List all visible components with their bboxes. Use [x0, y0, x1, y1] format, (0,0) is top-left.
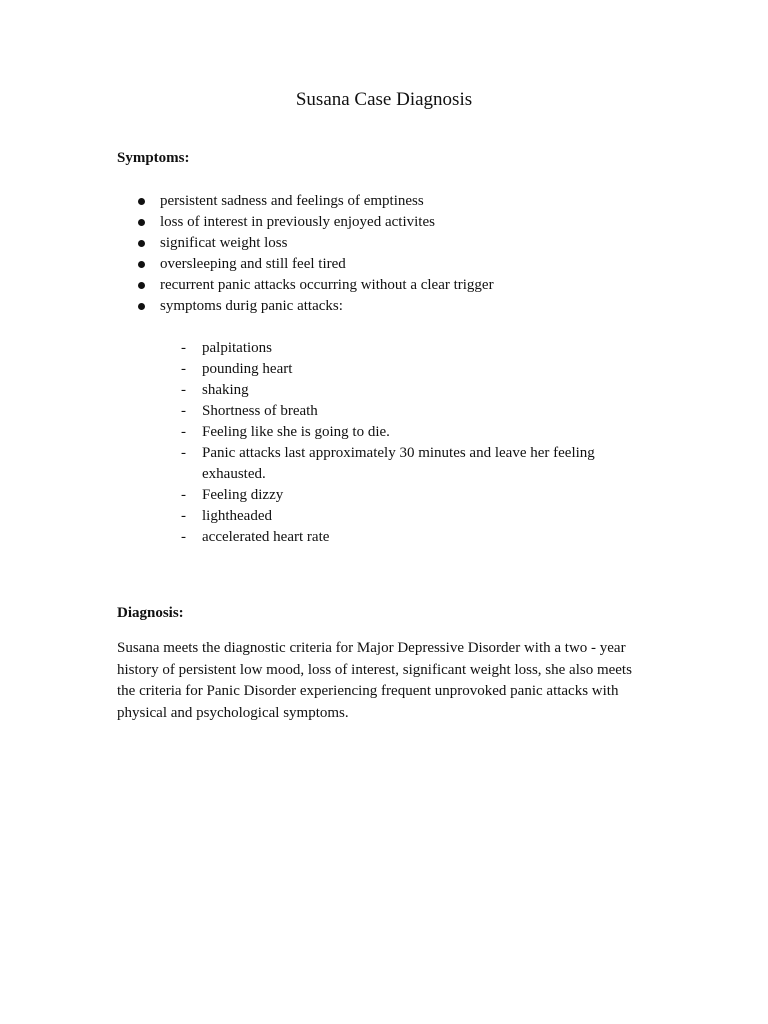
symptom-item [117, 275, 657, 296]
panic-symptom-item [178, 443, 628, 485]
bullet-icon [138, 240, 145, 247]
symptom-item [117, 191, 657, 212]
panic-symptom-text: lightheaded [202, 508, 272, 524]
panic-symptom-text: pounding heart [202, 361, 293, 377]
symptom-text: symptoms durig panic attacks: [160, 298, 343, 314]
dash-icon: - [181, 403, 186, 419]
diagnosis-heading: Diagnosis: [117, 605, 184, 621]
panic-symptom-item [178, 401, 628, 422]
bullet-icon [138, 303, 145, 310]
dash-icon: - [181, 508, 186, 524]
dash-icon: - [181, 424, 186, 440]
dash-icon: - [181, 445, 186, 461]
dash-icon: - [181, 382, 186, 398]
symptom-text: recurrent panic attacks occurring without a clear trigger [160, 277, 494, 293]
bullet-icon [138, 261, 145, 268]
dash-icon: - [181, 487, 186, 503]
panic-symptom-item [178, 506, 628, 527]
panic-symptom-text: Feeling like she is going to die. [202, 424, 390, 440]
symptom-text: significat weight loss [160, 235, 288, 251]
bullet-icon [138, 219, 145, 226]
bullet-icon [138, 198, 145, 205]
symptom-item [117, 296, 657, 317]
panic-symptom-text: Panic attacks last approximately 30 minutes and leave her feeling exhausted. [202, 445, 595, 482]
panic-symptom-text: palpitations [202, 340, 272, 356]
dash-icon: - [181, 361, 186, 377]
panic-symptom-item [178, 338, 628, 359]
panic-symptom-item [178, 359, 628, 380]
symptoms-heading: Symptoms: [117, 150, 190, 166]
panic-symptom-text: shaking [202, 382, 249, 398]
panic-symptom-item [178, 422, 628, 443]
symptom-text: loss of interest in previously enjoyed activites [160, 214, 435, 230]
dash-icon: - [181, 340, 186, 356]
symptom-item [117, 233, 657, 254]
symptom-item [117, 212, 657, 233]
symptom-text: persistent sadness and feelings of emptiness [160, 193, 424, 209]
panic-symptom-item [178, 527, 628, 548]
diagnosis-paragraph: Susana meets the diagnostic criteria for Major Depressive Disorder with a two - year history of persistent low mood, loss of interest, significant weight loss, she also meets the criteria for Panic Disorder experiencing frequent unprovoked panic attacks with physical and psychological symptoms. [117, 640, 632, 721]
bullet-icon [138, 282, 145, 289]
panic-symptom-text: Shortness of breath [202, 403, 318, 419]
panic-symptom-text: Feeling dizzy [202, 487, 284, 503]
panic-symptoms-list [178, 338, 628, 548]
dash-icon: - [181, 529, 186, 545]
panic-symptom-text: accelerated heart rate [202, 529, 330, 545]
symptoms-list [117, 191, 657, 317]
symptom-item [117, 254, 657, 275]
panic-symptom-item [178, 485, 628, 506]
symptom-text: oversleeping and still feel tired [160, 256, 346, 272]
document-title: Susana Case Diagnosis [295, 89, 473, 110]
panic-symptom-item [178, 380, 628, 401]
